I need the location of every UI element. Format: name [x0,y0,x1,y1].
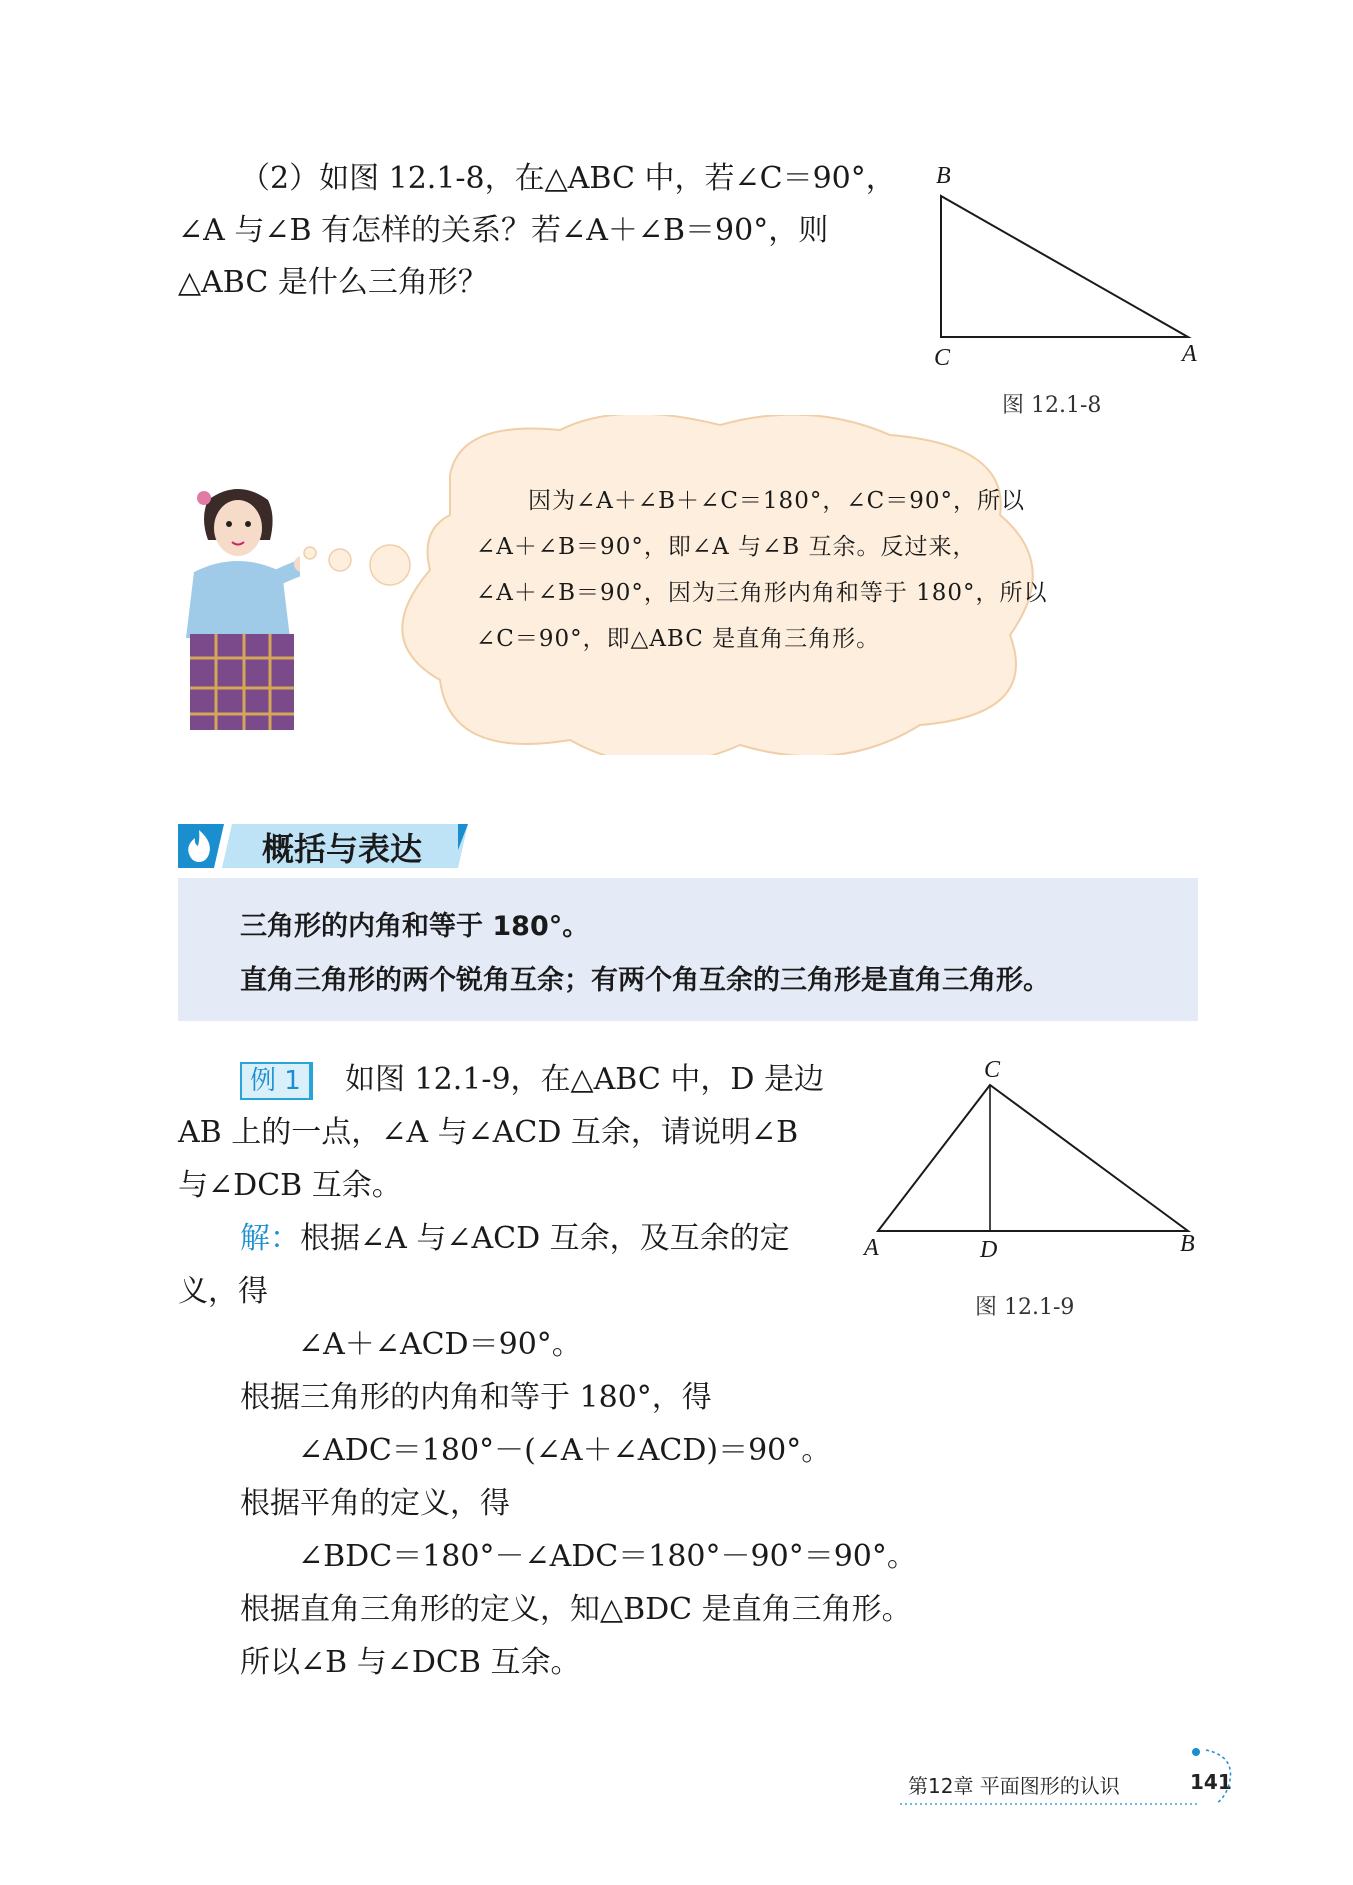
question2-line1: （2）如图 12.1-8，在△ABC 中，若∠C＝90°， [240,161,896,196]
bubble-line2: ∠A＋∠B＝90°，即∠A 与∠B 互余。反过来， [476,534,977,560]
label-c-example: C [984,1057,1001,1083]
triangle-abc-example [878,1085,1188,1231]
example1-line2: AB 上的一点，∠A 与∠ACD 互余，请说明∠B [178,1115,799,1150]
bubble-line4: ∠C＝90°，即△ABC 是直角三角形。 [476,626,881,652]
question2-line3: △ABC 是什么三角形？ [178,265,488,300]
footer-chapter: 第12章 平面图形的认识 [908,1774,1120,1798]
solution-line2: 义，得 [178,1274,268,1309]
solution-line1 [240,1212,790,1266]
solution-text4: 根据直角三角形的定义，知△BDC 是直角三角形。 [240,1592,912,1627]
summary-line2: 直角三角形的两个锐角互余；有两个角互余的三角形是直角三角形。 [240,965,1050,996]
figure-12-1-9 [860,1055,1200,1275]
solution-text3: 根据平角的定义，得 [240,1486,510,1521]
figure-12-1-8 [920,155,1220,370]
girl-illustration [180,482,300,732]
label-b: B [936,163,951,189]
label-b-example: B [1180,1231,1195,1257]
flame-icon [184,828,214,864]
footer-decoration [900,1740,1240,1810]
triangle-abc [941,196,1188,337]
solution-text2: 根据三角形的内角和等于 180°，得 [240,1380,712,1415]
equation-3: ∠BDC＝180°－∠ADC＝180°－90°＝90°。 [298,1539,917,1574]
label-c: C [934,345,951,370]
page-number: 141 [1190,1770,1232,1794]
figure-12-1-9-caption: 图 12.1-9 [975,1295,1075,1320]
figure-12-1-8-caption: 图 12.1-8 [1002,393,1102,418]
bubble-line3: ∠A＋∠B＝90°，因为三角形内角和等于 180°，所以 [476,580,1048,606]
equation-1: ∠A＋∠ACD＝90°。 [298,1327,582,1362]
solution-text5: 所以∠B 与∠DCB 互余。 [240,1645,581,1680]
summary-line1: 三角形的内角和等于 180°。 [240,911,590,942]
bubble-line1: 因为∠A＋∠B＋∠C＝180°，∠C＝90°，所以 [528,488,1025,514]
example1-line3: 与∠DCB 互余。 [178,1168,402,1203]
question2-line2: ∠A 与∠B 有怎样的关系？若∠A＋∠B＝90°，则 [178,213,829,248]
section-title: 概括与表达 [262,830,423,868]
solution-line1-text: 根据∠A 与∠ACD 互余，及互余的定 [300,1221,790,1256]
summary-box [178,878,1198,1021]
label-a: A [1182,341,1197,367]
label-d-example: D [980,1237,998,1263]
example-tag: 例 1 [240,1062,313,1100]
equation-2: ∠ADC＝180°－(∠A＋∠ACD)＝90°。 [298,1433,832,1468]
label-a-example: A [864,1235,879,1261]
solution-label: 解： [240,1221,300,1256]
example1-line1: 如图 12.1-9，在△ABC 中，D 是边 [345,1062,824,1097]
